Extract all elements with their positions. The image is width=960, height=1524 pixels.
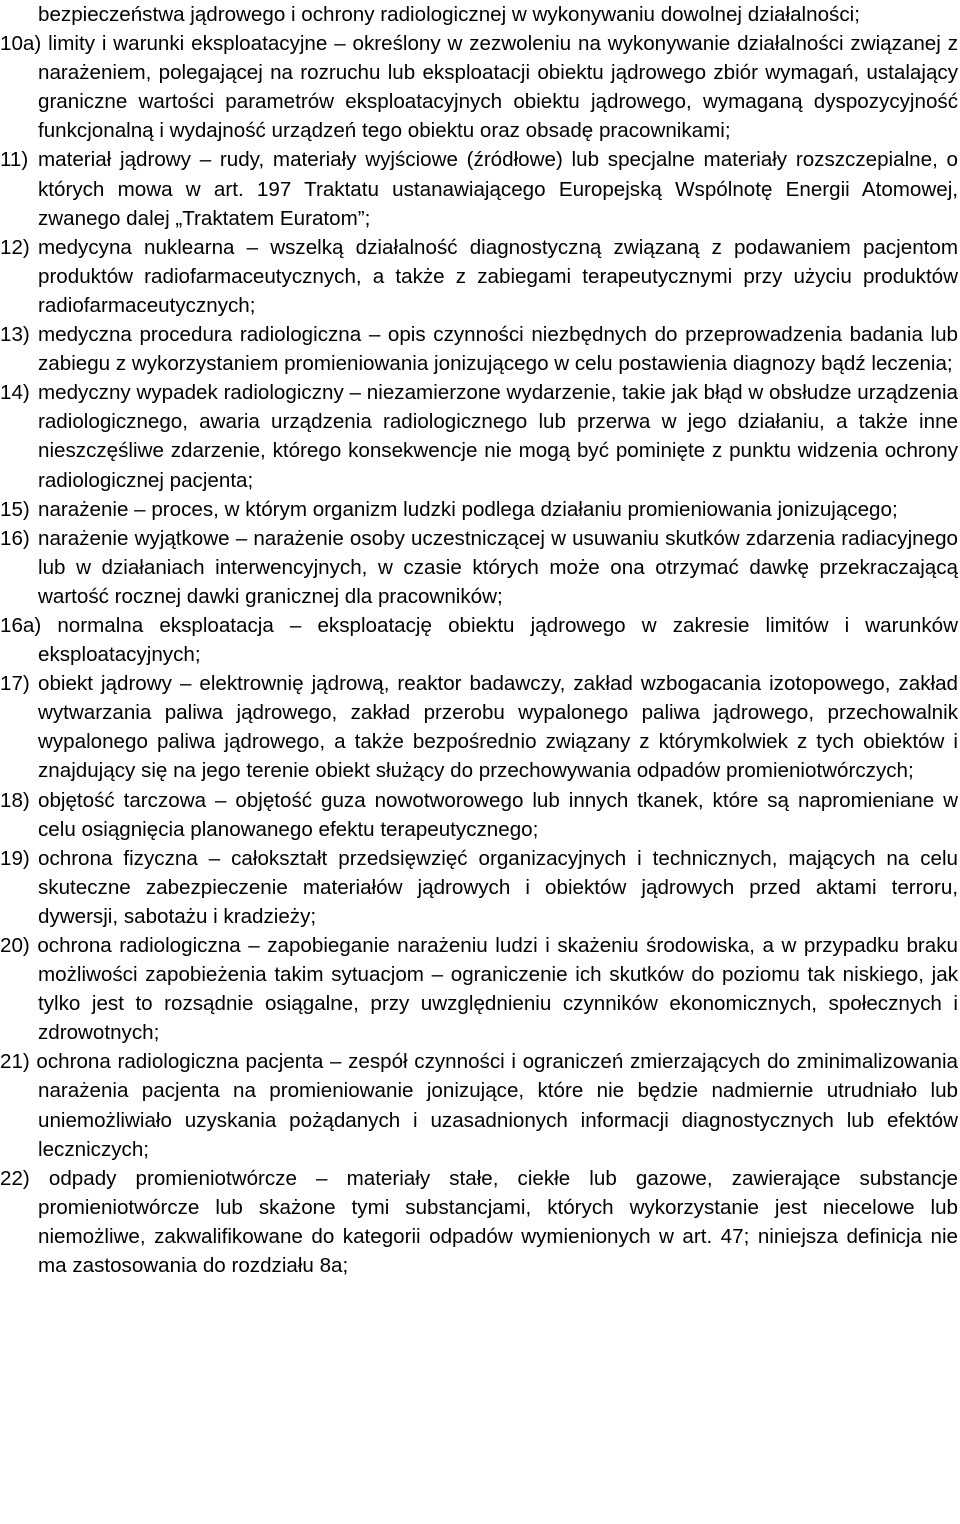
definition-item-11: [0, 145, 958, 232]
item-text: medycyna nuklearna – wszelką działalność diagnostyczną związaną z podawaniem pacjentom produktów radiofarmaceutycznych, a także z zabiegami terapeutycznymi przy użyciu produktów radiofarmaceutycznych;: [38, 235, 958, 317]
item-text: medyczny wypadek radiologiczny – niezamierzone wydarzenie, takie jak błąd w obsłudze urządzenia radiologicznego, awaria urządzenia radiologicznego lub przerwa w jego działaniu, a także inne nieszczęśliwe zdarzenie, którego konsekwencje nie mogą być pominięte z punktu widzenia ochrony radiologicznej pacjenta;: [38, 381, 958, 492]
item-text: materiał jądrowy – rudy, materiały wyjściowe (źródłowe) lub specjalne materiały rozszczepialne, o których mowa w art. 197 Traktatu ustanawiającego Europejską Wspólnotę Energii Atomowej, zwanego dalej „Traktatem Euratom”;: [38, 148, 958, 230]
item-text: objętość tarczowa – objętość guza nowotworowego lub innych tkanek, które są napromieniane w celu osiągnięcia planowanego efektu terapeutycznego;: [38, 788, 958, 841]
definition-item-18: [0, 786, 958, 844]
item-number: 21): [0, 1050, 30, 1074]
definition-item-15: [0, 495, 958, 524]
definition-item-13: [0, 320, 958, 378]
item-number: 15): [0, 497, 30, 521]
item-text: obiekt jądrowy – elektrownię jądrową, reaktor badawczy, zakład wzbogacania izotopowego, zakład wytwarzania paliwa jądrowego, zakład przerobu wypalonego paliwa jądrowego, przechowalnik wypalonego paliwa jądrowego, a także bezpośrednio związany z którymkolwiek z tych obiektów i znajdujący się na jego terenie obiekt służący do przechowywania odpadów promieniotwórczych;: [38, 672, 958, 783]
item-number: 18): [0, 788, 30, 812]
item-number: 17): [0, 672, 30, 696]
item-number: 13): [0, 323, 30, 347]
definition-item-20: [0, 931, 958, 1047]
definition-item-19: [0, 844, 958, 931]
item-text: medyczna procedura radiologiczna – opis czynności niezbędnych do przeprowadzenia badania lub zabiegu z wykorzystaniem promieniowania jonizującego w celu postawienia diagnozy bądź leczenia;: [38, 323, 958, 376]
item-text: narażenie – proces, w którym organizm ludzki podlega działaniu promieniowania jonizującego;: [38, 497, 898, 521]
item-text: ochrona radiologiczna – zapobieganie narażeniu ludzi i skażeniu środowiska, a w przypadku braku możliwości zapobieżenia takim sytuacjom – ograniczenie ich skutków do poziomu tak niskiego, jak tylko jest to rozsądnie osiągalne, przy uwzględnieniu czynników ekonomicznych, społecznych i zdrowotnych;: [37, 934, 958, 1045]
item-number: 16): [0, 526, 30, 550]
definition-item-22: [0, 1164, 958, 1280]
definition-item-21: [0, 1047, 958, 1163]
item-text: narażenie wyjątkowe – narażenie osoby uczestniczącej w usuwaniu skutków zdarzenia radiacyjnego lub w działaniach interwencyjnych, w czasie których może ona otrzymać dawkę przekraczającą wartość rocznej dawki granicznej dla pracowników;: [38, 526, 958, 608]
definition-item-16: [0, 524, 958, 611]
definition-item-12: [0, 233, 958, 320]
item-text: limity i warunki eksploatacyjne – określony w zezwoleniu na wykonywanie działalności związanej z narażeniem, polegającej na rozruchu lub eksploatacji obiektu jądrowego zbiór wymagań, ustalający graniczne wartości parametrów eksploatacyjnych obiektu jądrowego, wymaganą dyspozycyjność funkcjonalną i wydajność urządzeń tego obiektu oraz obsadę pracownikami;: [38, 32, 958, 143]
item-number: 14): [0, 381, 30, 405]
intro-continuation: bezpieczeństwa jądrowego i ochrony radiologicznej w wykonywaniu dowolnej działalności;: [38, 3, 860, 26]
definition-item-10a: [0, 29, 958, 145]
definition-item-16a: [0, 611, 958, 669]
definition-item-14: [0, 378, 958, 494]
item-text: ochrona radiologiczna pacjenta – zespół czynności i ograniczeń zmierzających do zminimalizowania narażenia pacjenta na promieniowanie jonizujące, które nie będzie nadmiernie utrudniało lub uniemożliwiało uzyskania pożądanych i uzasadnionych informacji diagnostycznych lub efektów leczniczych;: [36, 1050, 958, 1161]
definition-item-17: [0, 669, 958, 785]
item-text: normalna eksploatacja – eksploatację obiektu jądrowego w zakresie limitów i warunków eksploatacyjnych;: [38, 613, 958, 667]
item-text: ochrona fizyczna – całokształt przedsięwzięć organizacyjnych i technicznych, mających na celu skuteczne zabezpieczenie materiałów jądrowych i obiektów jądrowych przed aktami terroru, dywersji, sabotażu i kradzieży;: [38, 846, 958, 928]
item-text: odpady promieniotwórcze – materiały stałe, ciekłe lub gazowe, zawierające substancje promieniotwórcze lub skażone tymi substancjami, których wykorzystanie jest niecelowe lub niemożliwe, zakwalifikowane do kategorii odpadów wymienionych w art. 47; niniejsza definicja nie ma zastosowania do rozdziału 8a;: [38, 1166, 958, 1278]
item-number: 20): [0, 934, 30, 957]
item-number: 10a): [0, 32, 42, 56]
item-number: 16a): [0, 613, 42, 637]
item-number: 12): [0, 235, 30, 259]
item-number: 11): [0, 148, 29, 172]
item-number: 19): [0, 846, 30, 870]
item-number: 22): [0, 1166, 30, 1190]
